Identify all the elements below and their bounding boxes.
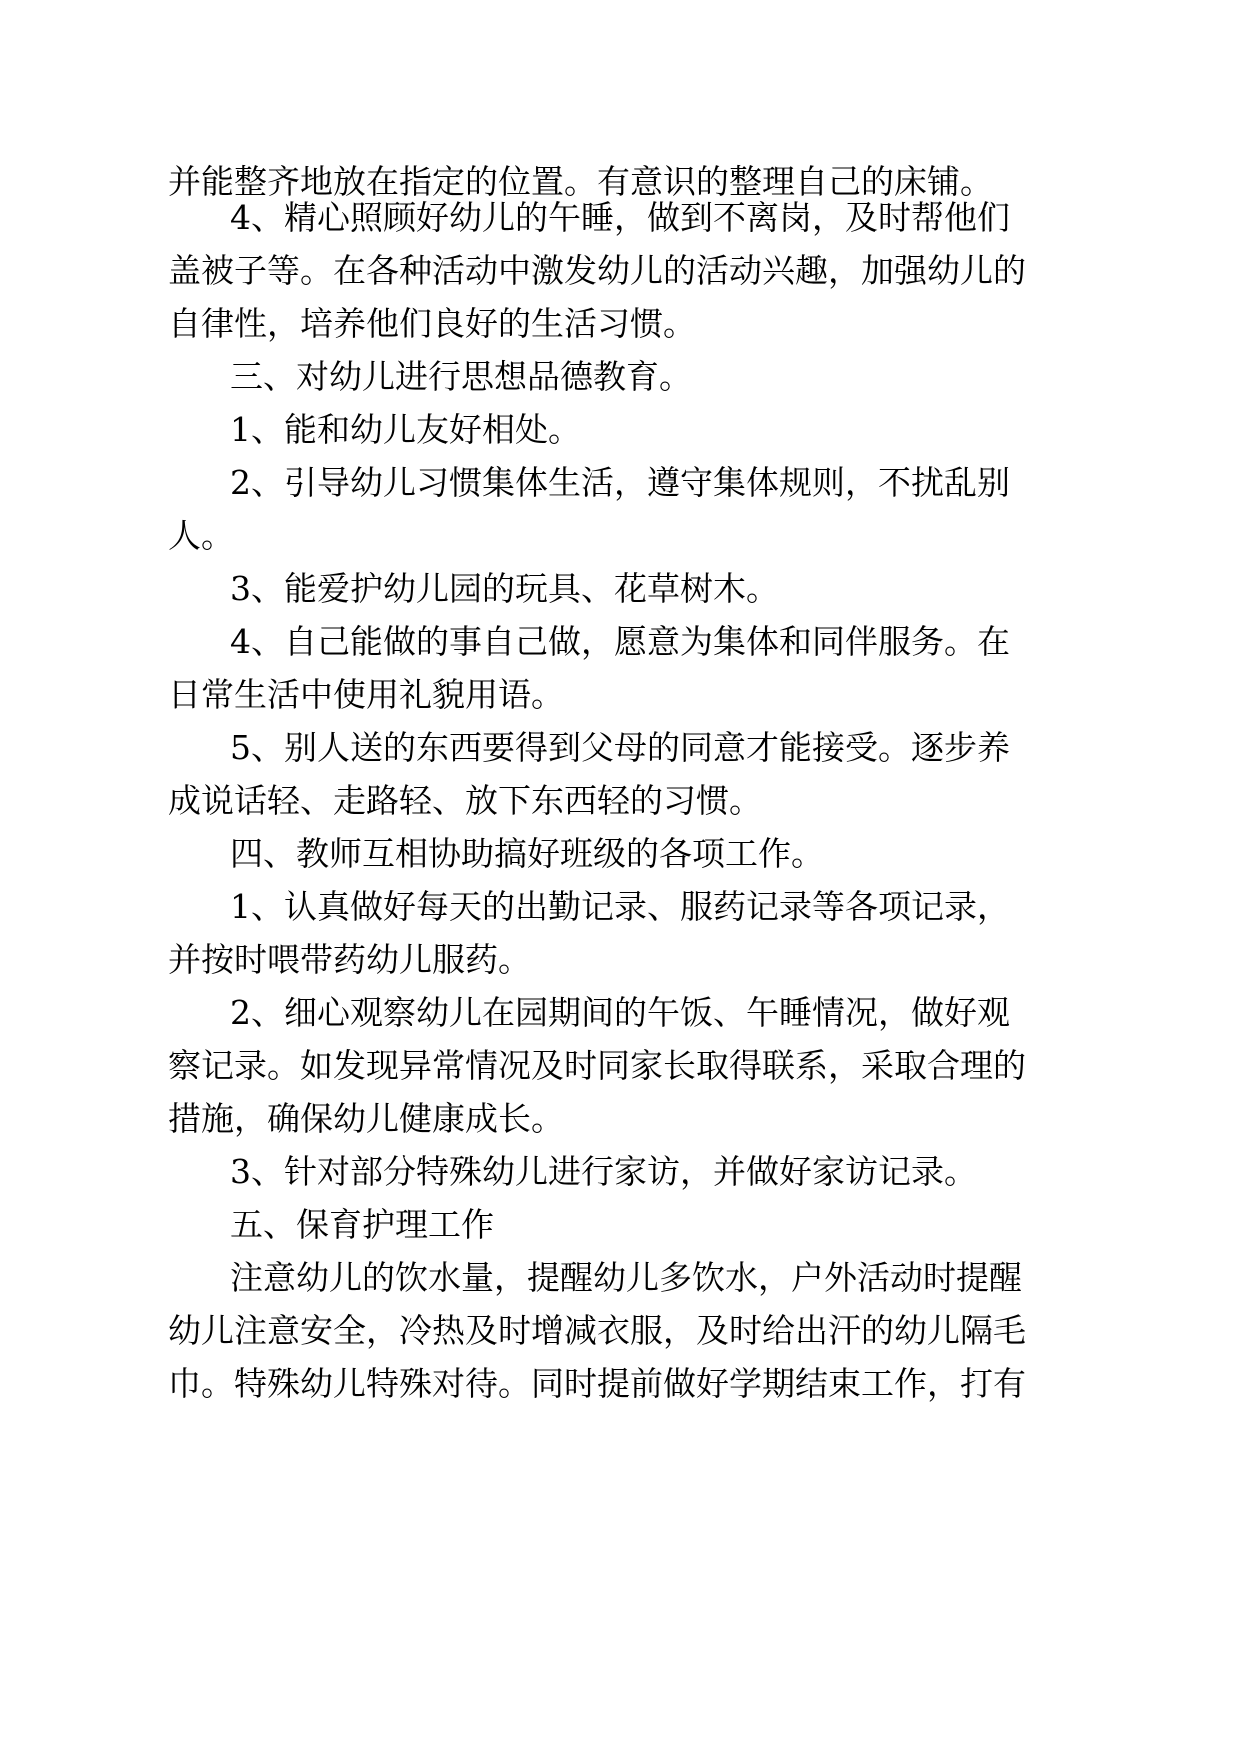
section-heading: 五、保育护理工作 xyxy=(230,1205,494,1244)
text-line: 措施，确保幼儿健康成长。 xyxy=(168,1099,564,1138)
section-heading: 三、对幼儿进行思想品德教育。 xyxy=(230,357,692,396)
text-line: 2、引导幼儿习惯集体生活，遵守集体规则，不扰乱别 xyxy=(230,463,1010,502)
text-line: 3、能爱护幼儿园的玩具、花草树木。 xyxy=(230,569,779,608)
text-line: 并能整齐地放在指定的位置。有意识的整理自己的床铺。 xyxy=(168,162,993,201)
text-line: 4、精心照顾好幼儿的午睡，做到不离岗，及时帮他们 xyxy=(230,198,1010,237)
text-line: 4、自己能做的事自己做，愿意为集体和同伴服务。在 xyxy=(230,622,1010,661)
text-line: 人。 xyxy=(168,516,234,555)
text-line: 3、针对部分特殊幼儿进行家访，并做好家访记录。 xyxy=(230,1152,977,1191)
text-line: 幼儿注意安全，冷热及时增减衣服，及时给出汗的幼儿隔毛 xyxy=(168,1311,1026,1350)
text-line: 自律性，培养他们良好的生活习惯。 xyxy=(168,304,696,343)
text-line: 2、细心观察幼儿在园期间的午饭、午睡情况，做好观 xyxy=(230,993,1010,1032)
text-line: 日常生活中使用礼貌用语。 xyxy=(168,675,564,714)
section-heading: 四、教师互相协助搞好班级的各项工作。 xyxy=(230,834,824,873)
text-line: 1、认真做好每天的出勤记录、服药记录等各项记录， xyxy=(230,887,1010,926)
text-line: 5、别人送的东西要得到父母的同意才能接受。逐步养 xyxy=(230,728,1010,767)
text-line: 1、能和幼儿友好相处。 xyxy=(230,410,581,449)
text-line: 注意幼儿的饮水量，提醒幼儿多饮水，户外活动时提醒 xyxy=(230,1258,1022,1297)
text-line: 并按时喂带药幼儿服药。 xyxy=(168,940,531,979)
text-line: 盖被子等。在各种活动中激发幼儿的活动兴趣，加强幼儿的 xyxy=(168,251,1026,290)
text-line: 成说话轻、走路轻、放下东西轻的习惯。 xyxy=(168,781,762,820)
text-line: 巾。特殊幼儿特殊对待。同时提前做好学期结束工作，打有 xyxy=(168,1364,1026,1403)
text-line: 察记录。如发现异常情况及时同家长取得联系，采取合理的 xyxy=(168,1046,1026,1085)
